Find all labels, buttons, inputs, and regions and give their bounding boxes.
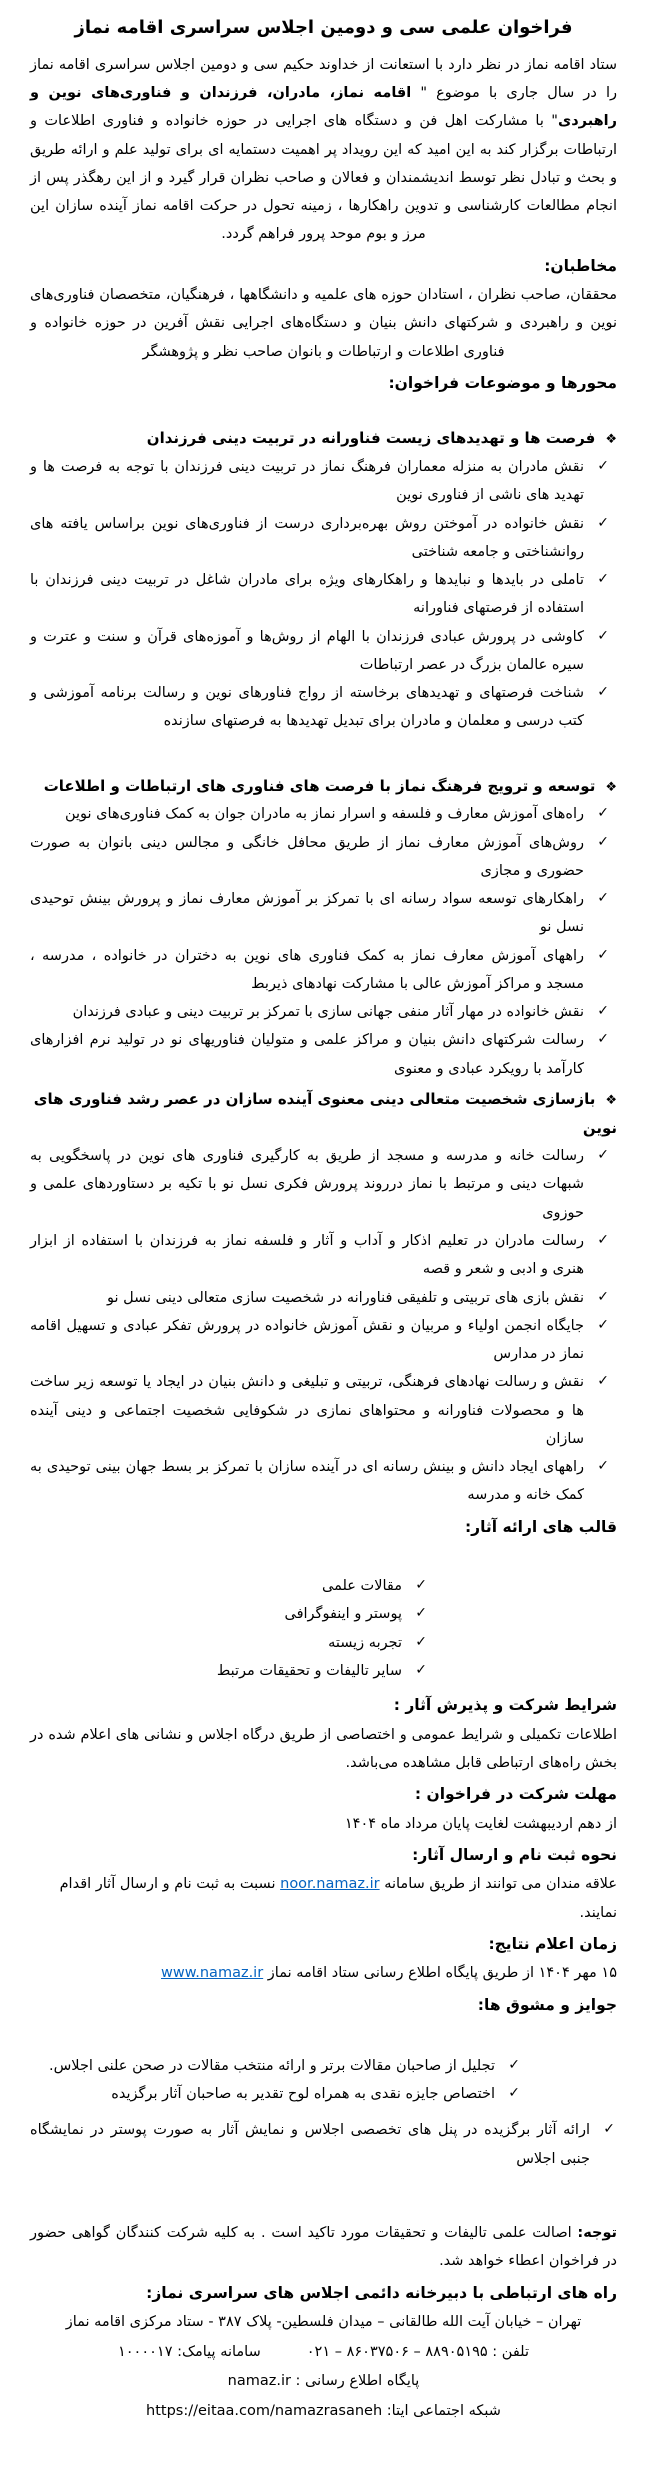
topic-group-3 [30, 1085, 617, 1510]
list-item-text: رسالت مادران در تعلیم اذکار و آداب و آثار و فلسفه نماز به فرزندان با استفاده از ابزار هنری و ادبی و شعر و قصه [30, 1233, 584, 1278]
registration-heading: نحوه ثبت نام و ارسال آثار: [412, 1845, 617, 1864]
topic-group-2-title [30, 772, 617, 801]
list-item-text: رسالت خانه و مدرسه و مسجد از طریق به کارگیری فناوری های نوین در پاسخگویی به شبهات دینی و مرتبط با نماز درروند پرورش فکری نسل نو با تکیه بر دستاوردهای علمی و حوزوی [30, 1148, 584, 1221]
checkmark-icon: ✓ [597, 1316, 609, 1333]
list-item [30, 2052, 522, 2080]
results-text-before: ۱۵ مهر ۱۴۰۴ از طریق پایگاه اطلاع رسانی ستاد اقامه نماز [263, 1965, 617, 1982]
intro-paragraph [30, 51, 617, 249]
phone-numbers: ۸۸۹۰۵۱۹۵ – ۸۶۰۳۷۵۰۶ – ۰۲۱ [306, 2343, 488, 2360]
list-item-text: ارائه آثار برگزیده در پنل های تخصصی اجلاس و نمایش آثار به صورت پوستر در نمایشگاه جنبی اجلاس [30, 2122, 590, 2167]
sms-number: ۱۰۰۰۰۱۷ [117, 2343, 173, 2360]
list-item [30, 942, 611, 999]
website-label: پایگاه اطلاع رسانی : [290, 2373, 420, 2390]
topics-heading: محورها و موضوعات فراخوان: [388, 373, 617, 392]
list-item [30, 510, 611, 567]
checkmark-icon: ✓ [597, 627, 609, 644]
checkmark-icon: ✓ [597, 458, 609, 475]
topic-group-2 [30, 772, 617, 1083]
checkmark-icon: ✓ [597, 514, 609, 531]
list-item [30, 998, 611, 1026]
list-item [30, 679, 611, 736]
list-item-text: تاملی در بایدها و نبایدها و راهکارهای ویژه برای مادران شاغل در تربیت دینی فرزندان با استفاده از فرصتهای فناورانه [30, 572, 584, 617]
checkmark-icon: ✓ [597, 1003, 609, 1020]
topic-group-2-title-text: توسعه و ترویج فرهنگ نماز با فرصت های فناوری های ارتباطات و اطلاعات [43, 776, 596, 795]
contact-social-line [30, 2397, 617, 2427]
phone-label: تلفن : [487, 2343, 530, 2360]
list-item [30, 2080, 522, 2108]
checkmark-icon: ✓ [508, 2085, 520, 2102]
checkmark-icon: ✓ [597, 890, 609, 907]
registration-text-after: نسبت به ثبت نام و ارسال آثار اقدام نمایند. [59, 1876, 617, 1921]
prizes-items [30, 2052, 617, 2173]
list-item [30, 566, 611, 623]
sms-label: سامانه پیامک: [172, 2343, 261, 2360]
list-item [30, 1142, 611, 1227]
topic-group-1-title-text: فرصت ها و تهدیدهای زیست فناورانه در تربیت دینی فرزندان [146, 429, 596, 448]
registration-text-before: علاقه مندان می توانند از طریق سامانه [379, 1876, 617, 1893]
checkmark-icon: ✓ [597, 805, 609, 822]
list-item [30, 453, 611, 510]
checkmark-icon: ✓ [415, 1605, 427, 1622]
list-item-text: راه‌های آموزش معارف و فلسفه و اسرار نماز به مادران جوان به کمک فناوری‌های نوین [64, 806, 584, 823]
contact-website-line [30, 2367, 617, 2397]
list-item [30, 1572, 429, 1600]
contact-heading: راه های ارتباطی با دبیرخانه دائمی اجلاس های سراسری نماز: [146, 2283, 617, 2302]
list-item [30, 1026, 611, 1083]
topic-group-3-title-text: بازسازی شخصیت متعالی دینی معنوی آینده سازان در عصر رشد فناوری های نوین [33, 1090, 617, 1137]
checkmark-icon: ✓ [597, 1373, 609, 1390]
deadline-heading: مهلت شرکت در فراخوان : [414, 1785, 617, 1804]
checkmark-icon: ✓ [508, 2056, 520, 2073]
list-item-text: روش‌های آموزش معارف نماز از طریق محافل خانگی و مجالس دینی بانوان به صورت حضوری و مجازی [30, 834, 584, 879]
checkmark-icon: ✓ [597, 1458, 609, 1475]
audience-heading: مخاطبان: [544, 256, 617, 275]
diamond-bullet-icon: ❖ [605, 432, 617, 448]
registration-link[interactable]: noor.namaz.ir [280, 1876, 380, 1893]
list-item [30, 885, 611, 942]
checkmark-icon: ✓ [597, 684, 609, 701]
website-url: namaz.ir [227, 2373, 291, 2390]
topic-group-3-title [30, 1085, 617, 1142]
checkmark-icon: ✓ [597, 1031, 609, 1048]
checkmark-icon: ✓ [603, 2121, 615, 2138]
list-item-text: پوستر و اینفوگرافی [284, 1606, 402, 1623]
results-link[interactable]: www.namaz.ir [161, 1965, 264, 1982]
list-item-text: راهکارهای توسعه سواد رسانه ای با تمرکز بر آموزش معارف نماز و پرورش بینش توحیدی نسل نو [30, 891, 584, 936]
list-item-text: تجلیل از صاحبان مقالات برتر و ارائه منتخب مقالات در صحن علنی اجلاس. [48, 2057, 495, 2074]
list-item [30, 829, 611, 886]
topic-group-1-items [30, 453, 611, 736]
list-item-text: کاوشی در پرورش عبادی فرزندان با الهام از روش‌ها و آموزه‌های قرآن و سنت و عترت و سیره عالمان بزرگ در عصر ارتباطات [30, 628, 584, 673]
topic-group-1 [30, 424, 617, 735]
list-item-text: راههای ایجاد دانش و بینش رسانه ای در آینده سازان با تمرکز بر بسط جهان بینی توحیدی به کمک خانه و مدرسه [30, 1459, 584, 1504]
list-item [30, 1453, 611, 1510]
checkmark-icon: ✓ [597, 1288, 609, 1305]
list-item-text: راههای آموزش معارف نماز به کمک فناوری های نوین به دختران در خانواده ، مدرسه ، مسجد و مراکز آموزش عالی با مشارکت نهادهای ذیربط [30, 947, 584, 992]
formats-heading: قالب های ارائه آثار: [464, 1517, 617, 1536]
diamond-bullet-icon: ❖ [605, 1093, 617, 1109]
list-item-text: جایگاه انجمن اولیاء و مربیان و نقش آموزش خانواده در پرورش تفکر عبادی و تسهیل اقامه نماز در مدارس [30, 1317, 584, 1363]
note-paragraph [30, 2219, 617, 2276]
checkmark-icon: ✓ [597, 1147, 609, 1164]
formats-items [30, 1572, 617, 1685]
note-text: اصالت علمی تالیفات و تحقیقات مورد تاکید است . به کلیه شرکت کنندگان گواهی حضور در فراخوان اعطاء خواهد شد. [30, 2225, 617, 2270]
results-heading: زمان اعلام نتایج: [488, 1934, 617, 1953]
checkmark-icon: ✓ [597, 1232, 609, 1248]
checkmark-icon: ✓ [597, 946, 609, 963]
checkmark-icon: ✓ [597, 571, 609, 588]
list-item-text: نقش مادران به منزله معماران فرهنگ نماز در تربیت دینی فرزندان با توجه به فرصت ها و تهدید های ناشی از فناوری نوین [30, 459, 584, 504]
list-item-text: نقش خانواده در مهار آثار منفی جهانی سازی با تمرکز بر تربیت دینی و عبادی فرزندان [72, 1004, 584, 1021]
list-item-text: شناخت فرصتهای و تهدیدهای برخاسته از رواج فناورهای نوین و رسالت برنامه آموزشی و کتب درسی و معلمان و مادران برای تبدیل تهدیدها به فرصتهای سازنده [30, 685, 584, 730]
contact-block [30, 2308, 617, 2427]
conditions-text: اطلاعات تکمیلی و شرایط عمومی و اختصاصی از طریق درگاه اجلاس و نشانی های اعلام شده در بخش راه‌های ارتباطی قابل مشاهده می‌باشد. [30, 1726, 617, 1771]
page-title: فراخوان علمی سی و دومین اجلاس سراسری اقامه نماز [74, 17, 573, 38]
list-item [30, 2116, 617, 2173]
list-item [30, 800, 611, 828]
list-item-text: اختصاص جایزه نقدی به همراه لوح تقدیر به صاحبان آثار برگزیده [111, 2086, 495, 2103]
list-item [30, 1227, 611, 1284]
list-item-text: نقش بازی های تربیتی و تلفیقی فناورانه در شخصیت سازی متعالی دینی نسل نو [106, 1289, 584, 1306]
contact-phone-line [30, 2338, 617, 2368]
conditions-heading: شرایط شرکت و پذیرش آثار : [393, 1696, 617, 1715]
prizes-heading: جوایز و مشوق ها: [477, 1995, 617, 2014]
intro-topic-bold: اقامه نماز، مادران، فرزندان و فناوری‌های نوین و راهبردی [30, 85, 617, 130]
list-item [30, 1368, 611, 1453]
list-item-text: سایر تالیفات و تحقیقات مرتبط [216, 1662, 402, 1679]
checkmark-icon: ✓ [597, 833, 609, 850]
list-item-text: نقش و رسالت نهادهای فرهنگی، تربیتی و تبلیغی و دانش بنیان در ایجاد یا توسعه زیر ساخت ها و محصولات فناورانه و محتواهای نمازی در شکوفایی شخصیت اجتماعی و دینی آینده سازان [30, 1374, 584, 1447]
social-label: شبکه اجتماعی ایتا: [382, 2403, 501, 2420]
list-item [30, 1600, 429, 1628]
list-item [30, 623, 611, 680]
registration-line [30, 1870, 617, 1927]
checkmark-icon: ✓ [415, 1633, 427, 1650]
diamond-bullet-icon: ❖ [605, 779, 617, 795]
checkmark-icon: ✓ [415, 1577, 427, 1594]
deadline-text: از دهم اردیبهشت لغایت پایان مرداد ماه ۱۴۰۴ [344, 1815, 617, 1832]
document-page [30, 14, 617, 2427]
list-item-text: رسالت شرکتهای دانش بنیان و مراکز علمی و متولیان فناوریهای نو در تولید نرم افزارهای کارآمد با رویکرد عبادی و معنوی [30, 1032, 584, 1077]
list-item-text: نقش خانواده در آموختن روش بهره‌برداری درست از فناوری‌های نوین براساس یافته های روانشناختی و جامعه شناختی [30, 515, 584, 560]
results-line [30, 1959, 617, 1987]
topic-group-1-title [30, 424, 617, 453]
social-url: https://eitaa.com/namazrasaneh [146, 2403, 383, 2420]
list-item-text: مقالات علمی [322, 1578, 402, 1595]
contact-address: تهران – خیابان آیت الله طالقانی – میدان فلسطین- پلاک ۳۸۷ - ستاد مرکزی اقامه نماز [65, 2313, 582, 2330]
topic-group-2-items [30, 800, 611, 1083]
intro-text-after: " با مشارکت اهل فن و دستگاه های اجرایی در حوزه خانواده و فناوری اطلاعات و ارتباطات برگزار کند به این امید که این رویداد پر اهمیت دستمایه ای برای تولید علم و ارائه طریق و بحث و تبادل نظر توسط اندیشمندان و فعالان و صاحب نظران قرار گیرد و از این رهگذر پس از انجام مطالعات کارشناسی و تدوین راهکارها ، زمینه تحول در حرکت اقامه نماز آینده سازان این مرز و بوم موحد پرور فراهم گردد. [30, 113, 617, 243]
list-item-text: تجربه زیسته [328, 1634, 402, 1651]
topic-group-3-items [30, 1142, 611, 1509]
intro-text-before: ستاد اقامه نماز در نظر دارد با استعانت از خداوند حکیم سی و دومین اجلاس سراسری اقامه نماز را در سال جاری با موضوع " [30, 56, 617, 102]
list-item [30, 1657, 429, 1685]
note-label: توجه: [577, 2225, 617, 2241]
list-item [30, 1629, 429, 1657]
checkmark-icon: ✓ [415, 1661, 427, 1678]
list-item [30, 1284, 611, 1312]
list-item [30, 1312, 611, 1369]
audience-text: محققان، صاحب نظران ، استادان حوزه های علمیه و دانشگاهها ، فرهنگیان، متخصصان فناوری‌های نوین و راهبردی و شرکتهای دانش بنیان و دستگاه‌های اجرایی نقش آفرین در حوزه خانواده و فناوری اطلاعات و ارتباطات و بانوان صاحب نظر و پژوهشگر [30, 287, 617, 360]
